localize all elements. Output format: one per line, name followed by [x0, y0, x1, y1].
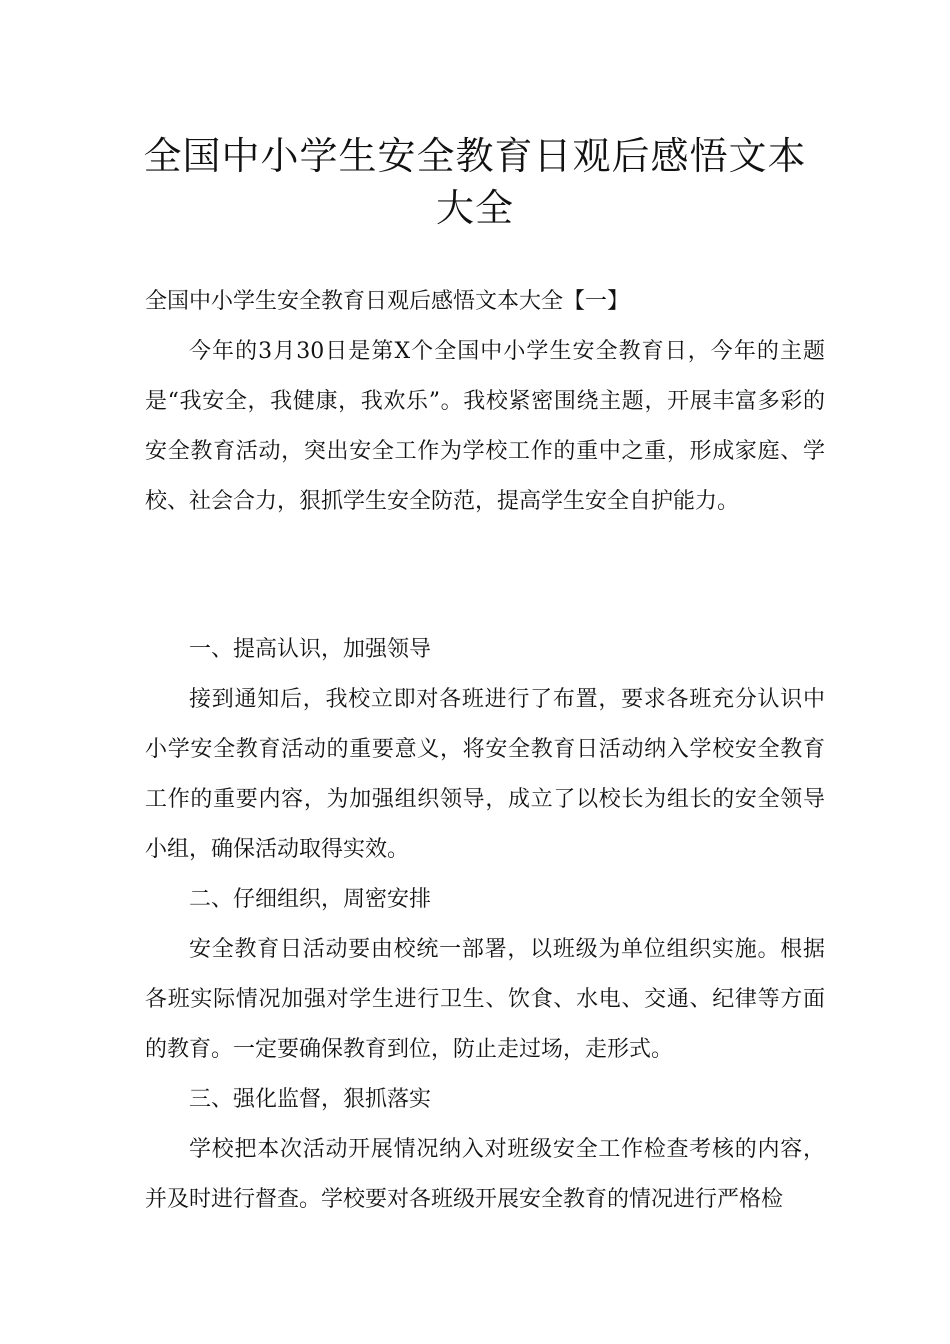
section-heading-1: 一、提高认识，加强领导	[189, 637, 432, 662]
section-subtitle: 全国中小学生安全教育日观后感悟文本大全【一】	[145, 289, 630, 314]
section-paragraph-3: 学校把本次活动开展情况纳入对班级安全工作检查考核的内容，并及时进行督查。学校要对各班级开展安全教育的情况进行严格检	[145, 1137, 825, 1212]
title-line-1: 全国中小学生安全教育日观后感悟文本	[143, 134, 807, 178]
section-paragraph-1: 接到通知后，我校立即对各班进行了布置，要求各班充分认识中小学安全教育活动的重要意义，将安全教育日活动纳入学校安全教育工作的重要内容，为加强组织领导，成立了以校长为组长的安全领导小组，确保活动取得实效。	[145, 687, 825, 862]
title-line-2: 大全	[435, 186, 514, 230]
section-heading-3: 三、强化监督，狠抓落实	[189, 1087, 432, 1112]
document-title	[100, 130, 850, 234]
section-heading-2: 二、仔细组织，周密安排	[189, 887, 432, 912]
section-paragraph-2: 安全教育日活动要由校统一部署，以班级为单位组织实施。根据各班实际情况加强对学生进行卫生、饮食、水电、交通、纪律等方面的教育。一定要确保教育到位，防止走过场，走形式。	[145, 937, 825, 1062]
intro-paragraph: 今年的3月30日是第X个全国中小学生安全教育日，今年的主题是“我安全，我健康，我欢乐”。我校紧密围绕主题，开展丰富多彩的安全教育活动，突出安全工作为学校工作的重中之重，形成家庭、学校、社会合力，狠抓学生安全防范，提高学生安全自护能力。	[145, 339, 825, 514]
